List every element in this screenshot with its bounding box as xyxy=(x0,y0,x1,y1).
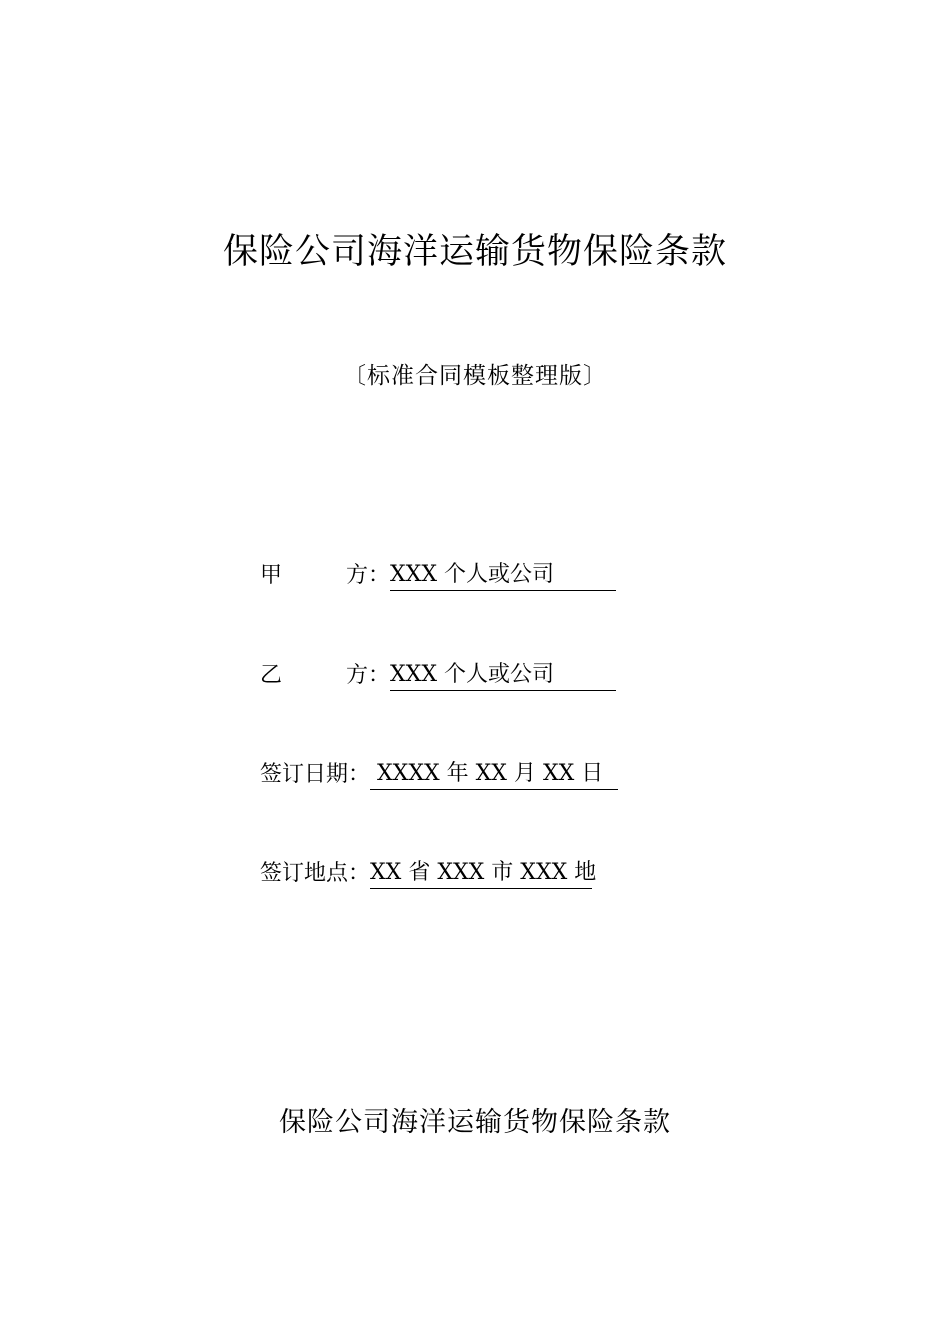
party-a-row xyxy=(260,559,616,593)
party-b-label-char: 乙 xyxy=(260,663,283,688)
party-b-value: XXX 个人或公司 xyxy=(390,659,616,691)
signing-date-value: XXXX 年 XX 月 XX 日 xyxy=(370,758,618,790)
document-title: 保险公司海洋运输货物保险条款 xyxy=(222,232,727,272)
party-a-label xyxy=(260,559,390,593)
party-b-label-suffix: 方： xyxy=(345,663,390,688)
party-b-label xyxy=(260,659,390,693)
party-b-row xyxy=(260,659,616,693)
signing-place-row xyxy=(260,857,597,891)
party-a-value: XXX 个人或公司 xyxy=(390,559,616,591)
signing-date-label: 签订日期： xyxy=(260,762,371,787)
signing-place-label: 签订地点： xyxy=(260,861,371,886)
footer-title: 保险公司海洋运输货物保险条款 xyxy=(279,1107,671,1138)
document-subtitle: 〔标准合同模板整理版〕 xyxy=(343,363,607,389)
signing-place-value: XX 省 XXX 市 XXX 地 xyxy=(370,857,592,889)
party-a-label-char: 甲 xyxy=(260,563,283,588)
signing-date-row xyxy=(260,758,618,792)
party-a-label-suffix: 方： xyxy=(345,563,390,588)
